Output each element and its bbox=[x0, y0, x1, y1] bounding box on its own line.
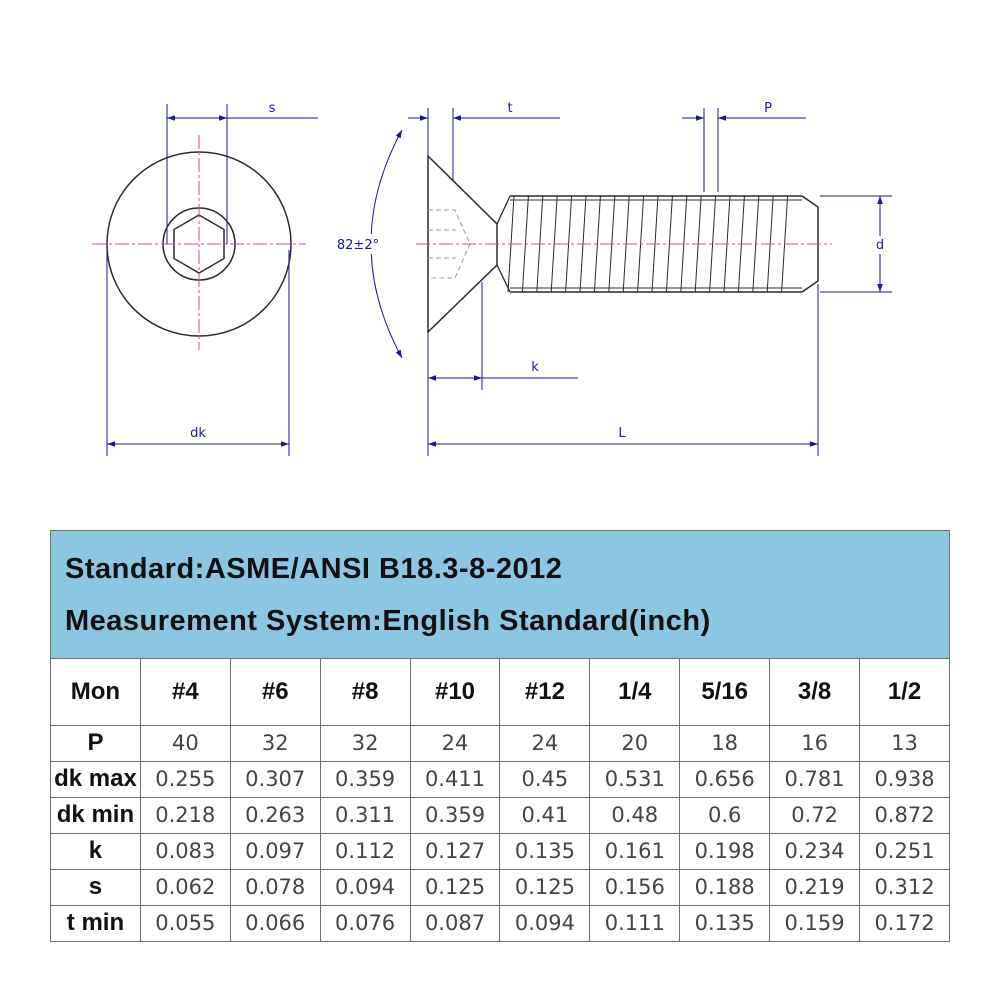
standard-title: Standard:ASME/ANSI B18.3-8-2012 bbox=[65, 552, 563, 585]
table-cell: 0.087 bbox=[410, 905, 500, 941]
label-dk: dk bbox=[190, 426, 206, 441]
label-t: t bbox=[507, 101, 513, 116]
table-cell: 0.172 bbox=[860, 905, 950, 941]
table-cell: 0.094 bbox=[500, 905, 590, 941]
row-label: dk max bbox=[51, 761, 141, 797]
label-l: L bbox=[618, 426, 626, 441]
table-cell: 0.125 bbox=[410, 869, 500, 905]
column-header: 5/16 bbox=[680, 659, 770, 726]
table-cell: 0.312 bbox=[860, 869, 950, 905]
table-cell: 0.135 bbox=[500, 833, 590, 869]
dimension-p bbox=[682, 101, 806, 192]
table-cell: 0.062 bbox=[140, 869, 230, 905]
table-cell: 0.125 bbox=[500, 869, 590, 905]
table-title-cell bbox=[51, 531, 950, 659]
table-cell: 0.72 bbox=[770, 797, 860, 833]
measurement-system-title: Measurement System:English Standard(inch) bbox=[65, 604, 711, 637]
column-header: 3/8 bbox=[770, 659, 860, 726]
label-angle: 82±2° bbox=[336, 238, 380, 253]
row-label: dk min bbox=[51, 797, 141, 833]
dimension-dk bbox=[107, 250, 289, 456]
table-cell: 0.161 bbox=[590, 833, 680, 869]
table-cell: 0.251 bbox=[860, 833, 950, 869]
table-cell: 40 bbox=[140, 725, 230, 761]
head-top-view bbox=[92, 135, 306, 350]
table-cell: 0.234 bbox=[770, 833, 860, 869]
dimension-t bbox=[408, 101, 560, 180]
table-cell: 0.531 bbox=[590, 761, 680, 797]
table-cell: 0.48 bbox=[590, 797, 680, 833]
row-label: P bbox=[51, 725, 141, 761]
dimension-k bbox=[428, 282, 578, 390]
table-cell: 0.255 bbox=[140, 761, 230, 797]
table-cell: 0.111 bbox=[590, 905, 680, 941]
table-cell: 0.6 bbox=[680, 797, 770, 833]
table-cell: 0.656 bbox=[680, 761, 770, 797]
column-header: #8 bbox=[320, 659, 410, 726]
table-cell: 0.055 bbox=[140, 905, 230, 941]
spec-table bbox=[50, 530, 950, 942]
column-header: #6 bbox=[230, 659, 320, 726]
table-cell: 0.159 bbox=[770, 905, 860, 941]
table-cell: 24 bbox=[500, 725, 590, 761]
column-header: 1/2 bbox=[860, 659, 950, 726]
screw-side-view bbox=[416, 156, 832, 332]
table-cell: 0.219 bbox=[770, 869, 860, 905]
column-header: Mon bbox=[51, 659, 141, 726]
table-cell: 0.112 bbox=[320, 833, 410, 869]
label-k: k bbox=[531, 360, 539, 375]
table-cell: 0.078 bbox=[230, 869, 320, 905]
table-cell: 0.938 bbox=[860, 761, 950, 797]
table-cell: 32 bbox=[230, 725, 320, 761]
table-cell: 0.872 bbox=[860, 797, 950, 833]
row-label: t min bbox=[51, 905, 141, 941]
column-header: #10 bbox=[410, 659, 500, 726]
dimension-angle bbox=[330, 130, 402, 358]
table-header-row bbox=[51, 531, 950, 659]
label-s: s bbox=[268, 101, 276, 116]
label-d: d bbox=[875, 238, 885, 253]
table-cell: 0.781 bbox=[770, 761, 860, 797]
table-cell: 24 bbox=[410, 725, 500, 761]
table-cell: 0.41 bbox=[500, 797, 590, 833]
table-cell: 0.188 bbox=[680, 869, 770, 905]
dimension-s bbox=[167, 101, 318, 244]
table-cell: 32 bbox=[320, 725, 410, 761]
table-cell: 18 bbox=[680, 725, 770, 761]
column-header: #12 bbox=[500, 659, 590, 726]
table-cell: 20 bbox=[590, 725, 680, 761]
table-cell: 0.127 bbox=[410, 833, 500, 869]
table-cell: 0.307 bbox=[230, 761, 320, 797]
column-header-row bbox=[51, 659, 950, 726]
table-row bbox=[51, 833, 950, 869]
column-header: #4 bbox=[140, 659, 230, 726]
dimension-l bbox=[428, 284, 818, 456]
table-cell: 0.135 bbox=[680, 905, 770, 941]
column-header: 1/4 bbox=[590, 659, 680, 726]
table-cell: 0.097 bbox=[230, 833, 320, 869]
table-row bbox=[51, 869, 950, 905]
row-label: s bbox=[51, 869, 141, 905]
table-cell: 0.359 bbox=[320, 761, 410, 797]
table-cell: 0.066 bbox=[230, 905, 320, 941]
table-cell: 0.311 bbox=[320, 797, 410, 833]
label-p: P bbox=[764, 101, 772, 116]
table-row bbox=[51, 725, 950, 761]
table-row bbox=[51, 761, 950, 797]
table-row bbox=[51, 797, 950, 833]
table-cell: 0.359 bbox=[410, 797, 500, 833]
table-cell: 0.076 bbox=[320, 905, 410, 941]
table-row bbox=[51, 905, 950, 941]
table-cell: 0.411 bbox=[410, 761, 500, 797]
table-cell: 0.198 bbox=[680, 833, 770, 869]
row-label: k bbox=[51, 833, 141, 869]
table-cell: 13 bbox=[860, 725, 950, 761]
table-cell: 0.094 bbox=[320, 869, 410, 905]
table-cell: 0.45 bbox=[500, 761, 590, 797]
table-cell: 0.083 bbox=[140, 833, 230, 869]
table-cell: 16 bbox=[770, 725, 860, 761]
table-cell: 0.156 bbox=[590, 869, 680, 905]
table-cell: 0.263 bbox=[230, 797, 320, 833]
table-cell: 0.218 bbox=[140, 797, 230, 833]
